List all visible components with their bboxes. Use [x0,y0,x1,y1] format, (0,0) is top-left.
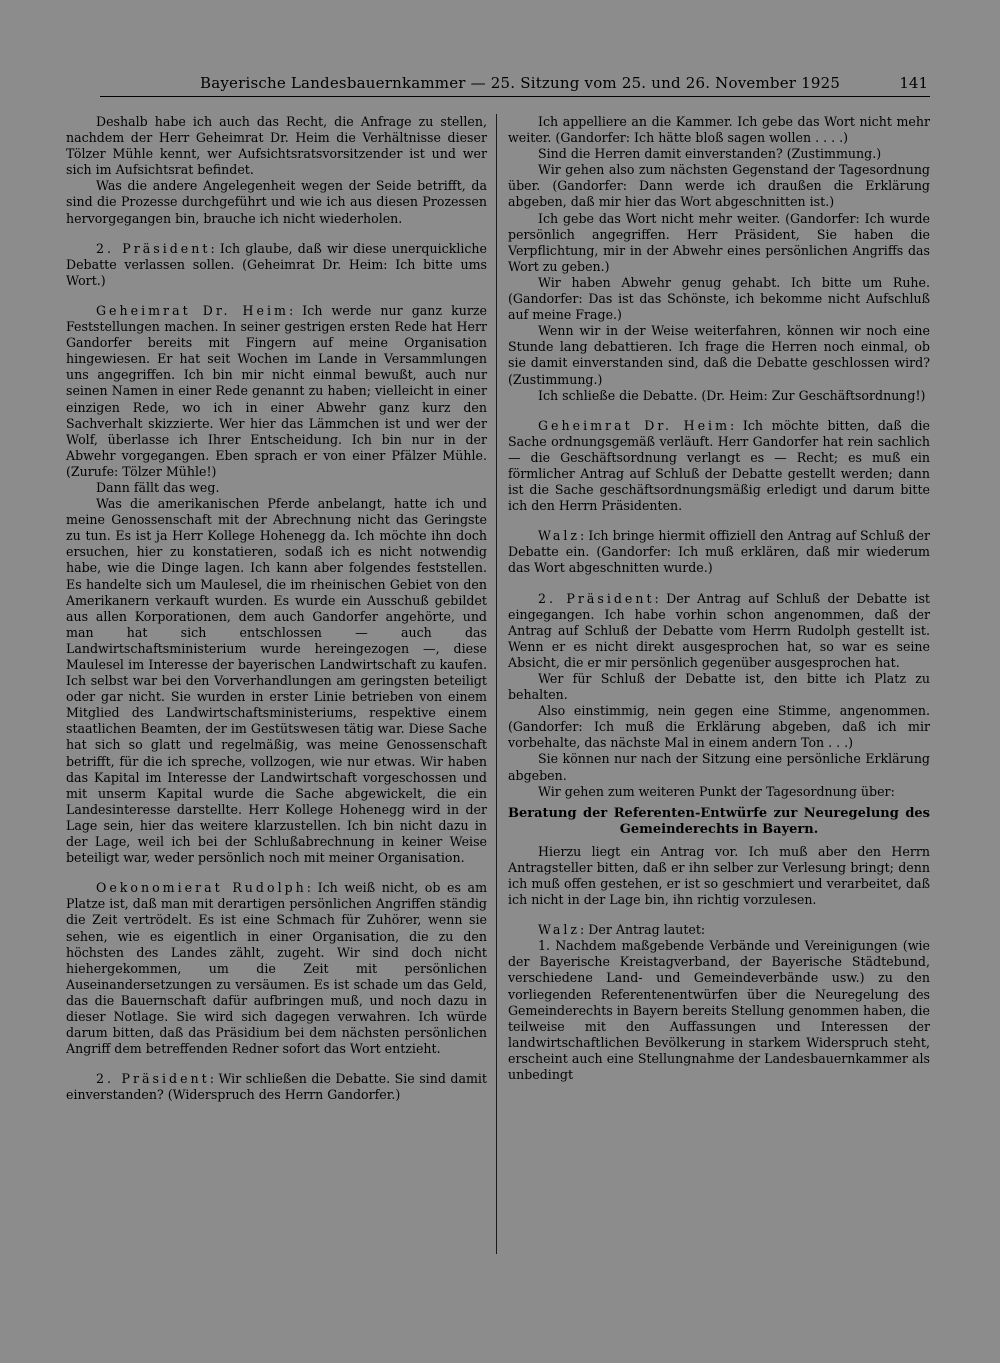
paragraph: Ich gebe das Wort nicht mehr weiter. (Gandorfer: Ich wurde persönlich angegriffen. Herr Präsident, Sie haben die Verpflichtung, mir in der Abwehr eines persönlichen Angriffs das Wort zu geben.) [508,210,930,274]
paragraph [508,418,930,515]
speaker-name: Geheimrat Dr. Heim [96,302,289,318]
paragraph: Ich appelliere an die Kammer. Ich gebe das Wort nicht mehr weiter. (Gandorfer: Ich hätte bloß sagen wollen . . . .) [508,114,930,146]
section-heading-line: Gemeinderechts in Bayern. [619,821,819,837]
speech-text: : Ich werde nur ganz kurze Feststellungen machen. In seiner gestrigen ersten Rede hat Herr Gandorfer bereits mit Fingern auf meine Organisation hingewiesen. Er hat seit Wochen im Lande in Versammlungen uns angegriffen. Ich bin mir nicht einmal bewußt, auch nur seinen Namen in einer Rede genannt zu haben; vielleicht in einer einzigen Rede, wo ich in einer Abwehr ganz kurz den Sachverhalt skizzierte. Wer hier das Lämmchen ist und wer der Wolf, überlasse ich Ihrer Entscheidung. Ich bin nur in der Abwehr vorgegangen. Eben sprach er von einer Pfälzer Mühle. (Zurufe: Tölzer Mühle!) [66,302,487,479]
paragraph: Sind die Herren damit einverstanden? (Zustimmung.) [538,146,882,162]
speech-text: : Der Antrag lautet: [580,922,706,938]
paragraph: Wenn wir in der Weise weiterfahren, können wir noch eine Stunde lang debattieren. Ich frage die Herren noch einmal, ob sie damit einverstanden sind, daß die Debatte geschlossen wird? (Zustimmung.) [508,323,930,387]
speaker-name: 2. Präsident [96,240,211,256]
right-column [508,114,930,1083]
paragraph [66,880,487,1057]
paragraph: Wir gehen also zum nächsten Gegenstand der Tagesordnung über. (Gandorfer: Dann werde ich draußen die Erklärung abgeben, daß mir hier das Wort abgeschnitten ist.) [508,162,930,210]
paragraph: Hierzu liegt ein Antrag vor. Ich muß aber den Herrn Antragsteller bitten, daß er ihn selber zur Verlesung bringt; denn ich muß offen gestehen, er ist so geschmiert und verarbeitet, daß ich nicht in der Lage bin, ihn richtig vorzulesen. [508,843,930,908]
paragraph: Wir gehen zum weiteren Punkt der Tagesordnung über: [538,783,895,799]
speech-text: : Ich glaube, daß wir diese unerquickliche Debatte verlassen sollen. (Geheimrat Dr. Heim: Ich bitte ums Wort.) [66,240,487,288]
paragraph: Sie können nur nach der Sitzung eine persönliche Erklärung abgeben. [508,751,930,783]
running-title: Bayerische Landesbauernkammer — 25. Sitzung vom 25. und 26. November 1925 [200,74,841,92]
paragraph: Was die amerikanischen Pferde anbelangt, hatte ich und meine Genossenschaft mit der Abrechnung nicht das Geringste zu tun. Es ist ja Herr Kollege Hohenegg da. Ich möchte ihn doch ersuchen, hier zu konstatieren, sodaß ich es nicht notwendig habe, wie die Dinge lagen. Ich kann aber folgendes feststellen. Es handelte sich um Maulesel, die im rheinischen Gebiet von den Amerikanern verkauft wurden. Es wurde ein Ausschuß gebildet aus allen Korporationen, dem auch Gandorfer angehörte, und man hat sich entschlossen — auch das Landwirtschaftsministerium wurde hereingezogen —, diese Maulesel im Interesse der bayerischen Landwirtschaft zu kaufen. Ich selbst war bei den Vorverhandlungen am geringsten beteiligt oder gar nicht. Sie wurden in erster Linie betrieben von einem Mitglied des Landwirtschaftsministeriums, respektive einem staatlichen Beamten, der im Gestütswesen tätig war. Diese Sache hat sich so glatt und regelmäßig, was meine Genossenschaft betrifft, für die ich spreche, vollzogen, wie nur etwas. Wir haben das Kapital im Interesse der Landwirtschaft vorgeschossen und mit unserm Kapital wurde die Sache abgewickelt, die ein Landesinteresse darstellte. Herr Kollege Hohenegg wird in der Lage sein, hier das weitere klarzustellen. Ich bin nicht dazu in der Lage, weil ich bei der Schlußabrechnung in keiner Weise beteiligt war, weder persönlich noch mit meiner Organisation. [66,496,487,866]
paragraph: Ich schließe die Debatte. (Dr. Heim: Zur Geschäftsordnung!) [538,387,926,403]
motion-item: 1. Nachdem maßgebende Verbände und Vereinigungen (wie der Bayerische Kreistagverband, der Bayerische Städtebund, verschiedene Land- und Gemeindeverbände usw.) zu den vorliegenden Referentenentwürfen über die Neuregelung des Gemeinderechts in Bayern bereits Stellung genommen haben, die teilweise mit den Auffassungen und Interessen der landwirtschaftlichen Bevölkerung in starkem Widerspruch steht, erscheint auch eine Stellungnahme der Landesbauernkammer als unbedingt [508,938,930,1082]
paragraph: Deshalb habe ich auch das Recht, die Anfrage zu stellen, nachdem der Herr Geheimrat Dr. Heim die Verhältnisse dieser Tölzer Mühle kennt, wer Aufsichtsratsvorsitzender ist und wer sich im Aufsichtsrat befindet. [66,114,487,178]
section-heading [508,806,930,838]
paragraph: Wer für Schluß der Debatte ist, den bitte ich Platz zu behalten. [508,671,930,703]
paragraph [508,591,930,671]
paragraph [66,303,487,480]
paragraph: Wir haben Abwehr genug gehabt. Ich bitte um Ruhe. (Gandorfer: Das ist das Schönste, ich bekomme nicht Aufschluß auf meine Frage.) [508,274,930,323]
paragraph: Dann fällt das weg. [96,479,220,495]
speech-text: : Der Antrag auf Schluß der Debatte ist eingegangen. Ich habe vorhin schon angenommen, daß der Antrag auf Schluß der Debatte vom Herrn Rudolph gestellt ist. Wenn er es nicht direkt ausgesprochen hat, so war es seine Absicht, die er mir persönlich gegenüber ausgesprochen hat. [508,590,930,670]
speaker-name: Geheimrat Dr. Heim [538,417,731,433]
paragraph: Also einstimmig, nein gegen eine Stimme, angenommen. (Gandorfer: Ich muß die Erklärung abgeben, daß ich mir vorbehalte, das nächste Mal in einem andern Ton . . .) [508,703,930,751]
speaker-name: Walz [538,922,581,938]
section-heading-line: Beratung der Referenten-Entwürfe zur Neuregelung des [508,805,930,821]
left-column [66,114,487,1103]
column-divider [496,114,497,1254]
running-header [100,70,930,97]
paragraph [508,528,930,576]
paragraph [66,241,487,289]
speech-text: : Wir schließen die Debatte. Sie sind damit einverstanden? (Widerspruch des Herrn Gandorfer.) [66,1071,487,1103]
speaker-name: 2. Präsident [96,1071,210,1087]
speaker-name: Walz [538,528,581,544]
speaker-name: Oekonomierat Rudolph [96,880,307,896]
paragraph: Was die andere Angelegenheit wegen der Seide betrifft, da sind die Prozesse durchgeführt und wie ich aus diesen Prozessen hervorgegangen bin, brauche ich nicht wiederholen. [66,178,487,226]
speech-text: : Ich möchte bitten, daß die Sache ordnungsgemäß verläuft. Herr Gandorfer hat rein sachlich — die Geschäftsordnung verlangt es — Recht; es muß ein förmlicher Antrag auf Schluß der Debatte gestellt werden; dann ist die Sache geschäftsordnungsmäßig erledigt und darum bitte ich den Herrn Präsidenten. [508,417,930,514]
speaker-name: 2. Präsident [538,590,655,606]
paragraph [66,1071,487,1103]
speech-text: : Ich weiß nicht, ob es am Platze ist, daß man mit derartigen persönlichen Angriffen ständig die Zeit vertrödelt. Es ist eine Schmach für Zuhörer, wenn sie sehen, wie es eigentlich in einer Organisation, die zu den höchsten des Landes zählt, zugeht. Wir sind doch nicht hiehergekommen, um die Zeit mit persönlichen Auseinandersetzungen zu versäumen. Es ist schade um das Geld, das die Bauernschaft dafür aufbringen muß, und noch dazu in dieser Notlage. Sie wird sich dagegen verwahren. Ich würde darum bitten, daß das Präsidium bei dem nächsten persönlichen Angriff dem betreffenden Redner sofort das Wort entzieht. [66,880,488,1057]
paragraph [508,922,930,938]
speech-text: : Ich bringe hiermit offiziell den Antrag auf Schluß der Debatte ein. (Gandorfer: Ich muß erklären, daß mir wiederum das Wort abgeschnitten wurde.) [508,528,930,576]
page-number: 141 [899,74,928,92]
